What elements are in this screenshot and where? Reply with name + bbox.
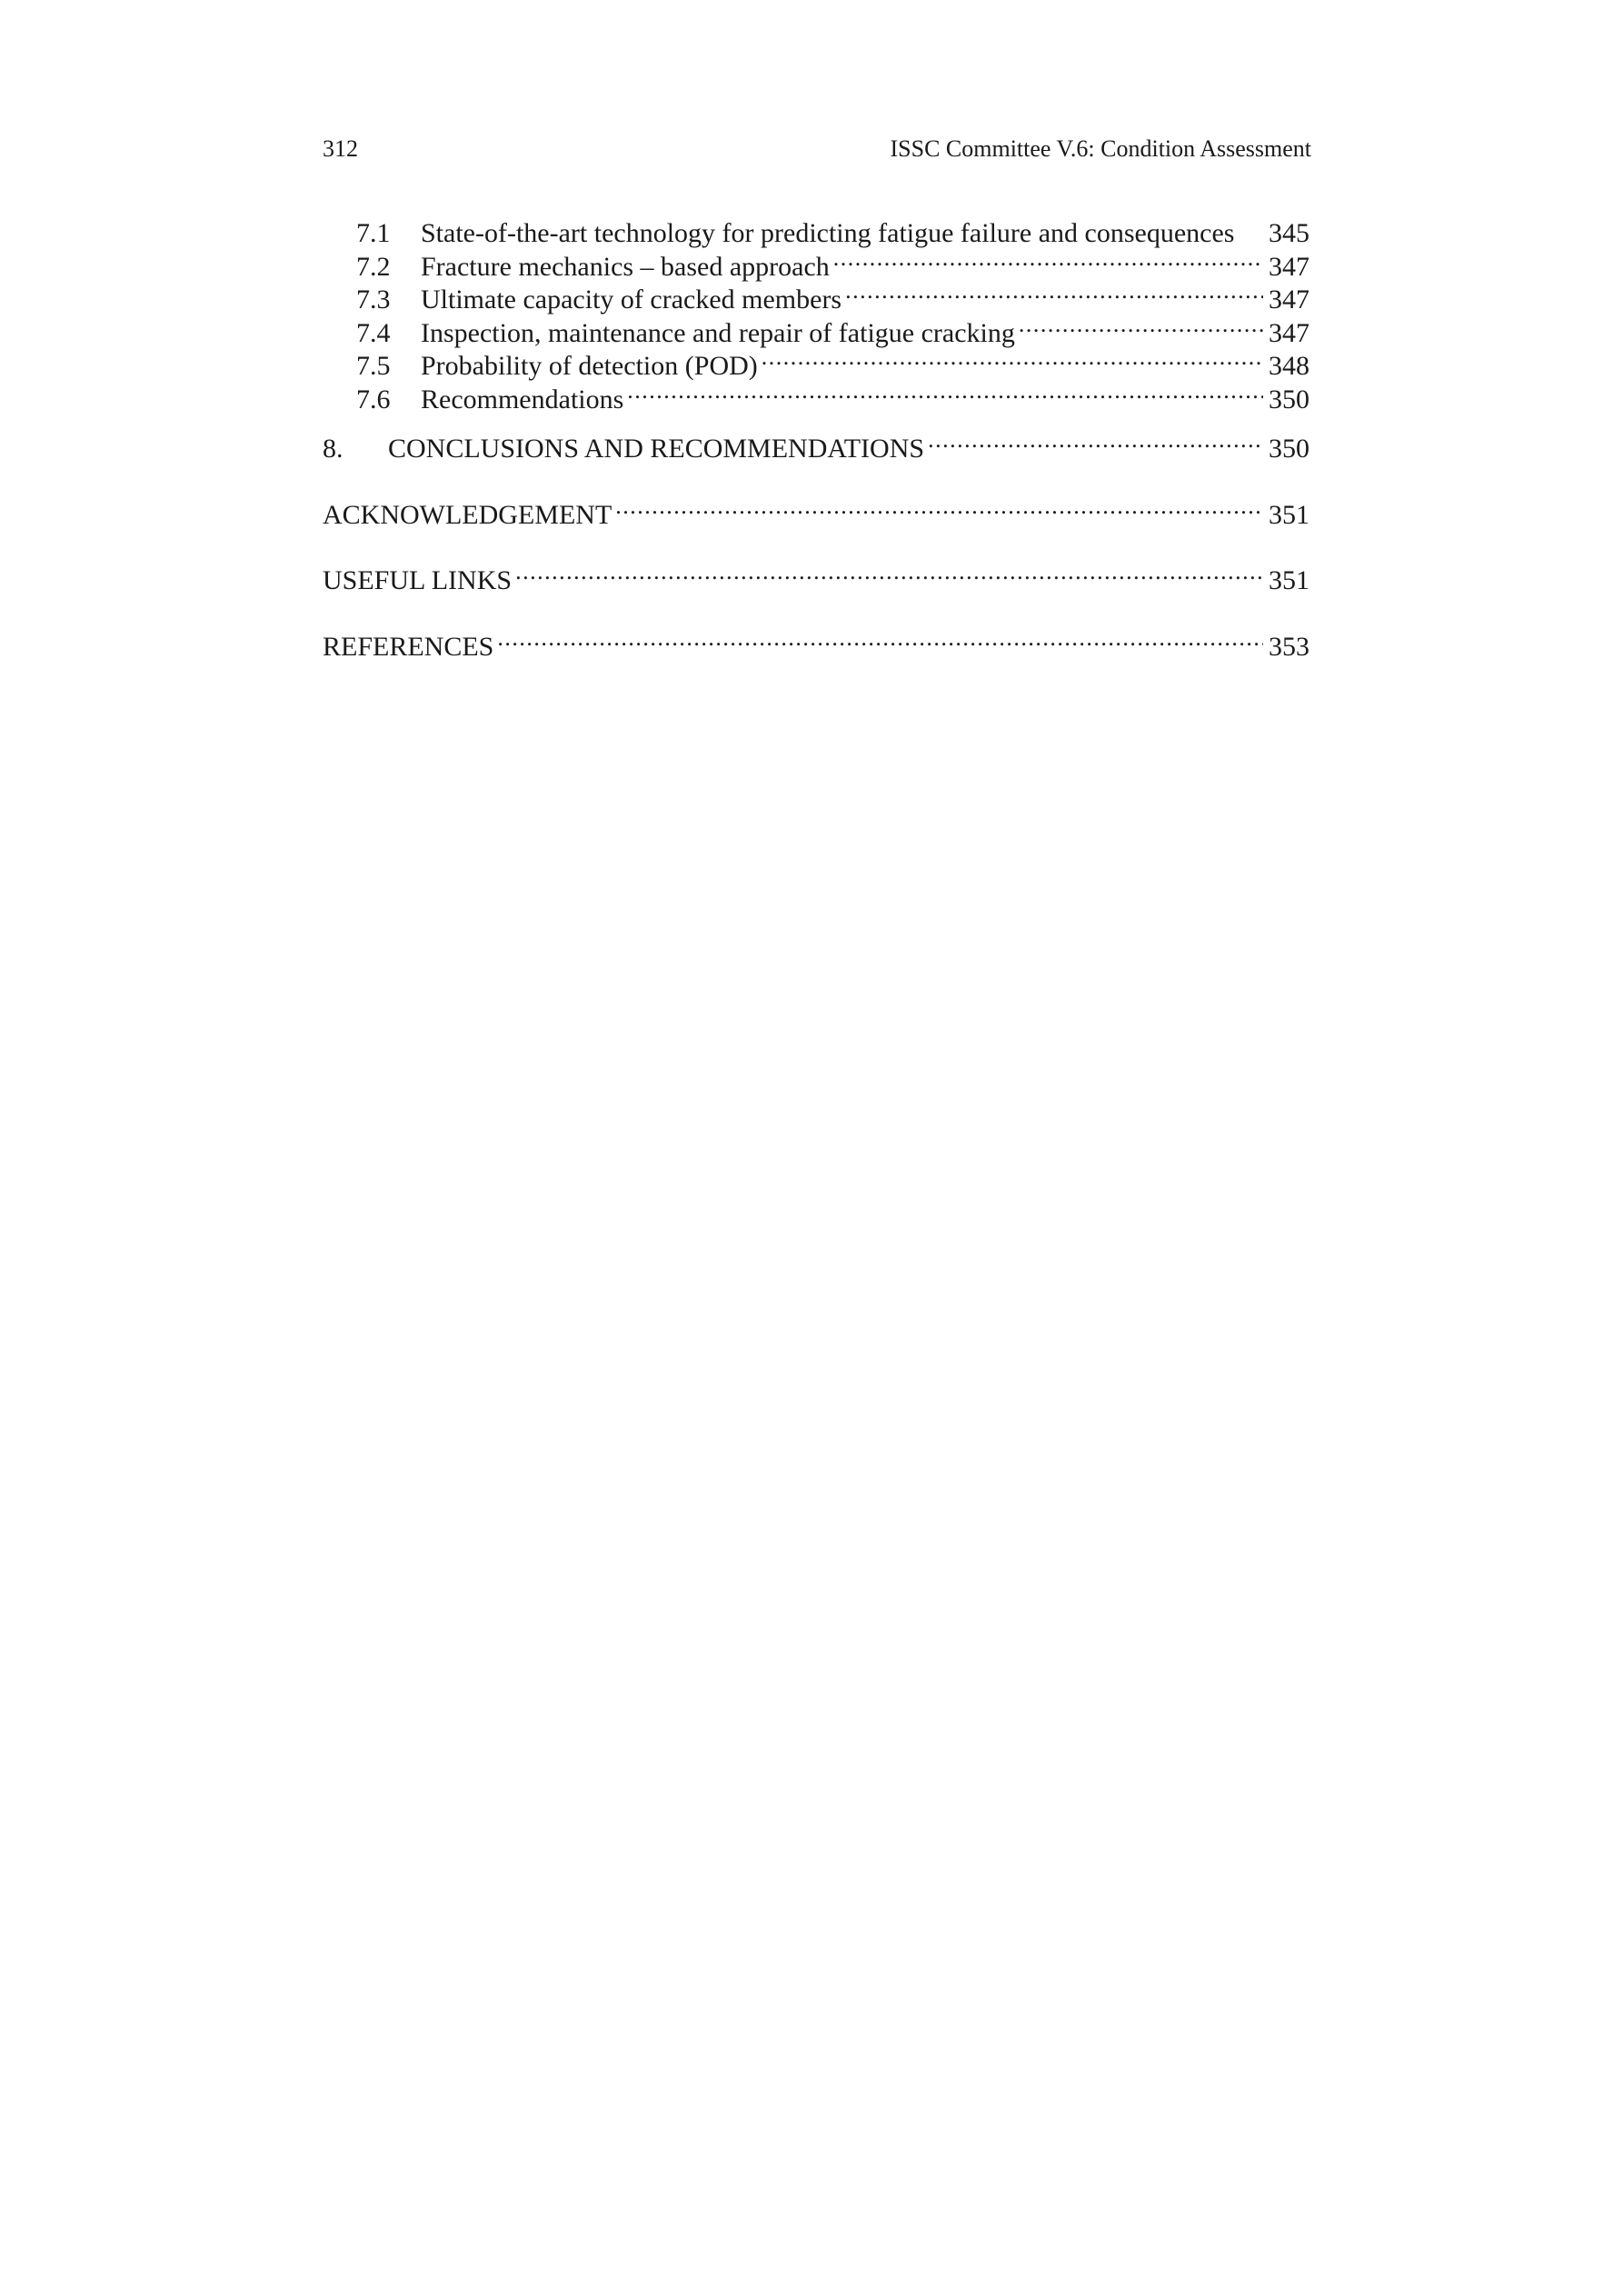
toc-entry-number: 7.3 xyxy=(356,285,391,314)
toc-entry-number: 7.1 xyxy=(356,218,391,248)
toc-entry-number: 7.5 xyxy=(356,351,391,381)
table-of-contents xyxy=(323,209,1309,662)
toc-entry-page: 347 xyxy=(1269,317,1309,348)
toc-entry-title: REFERENCES xyxy=(323,631,494,662)
toc-entry-number: 7.6 xyxy=(356,384,391,414)
toc-entry-page: 347 xyxy=(1269,251,1309,282)
toc-entry-7-6[interactable] xyxy=(323,375,1309,414)
toc-entry-title: Fracture mechanics – based approach xyxy=(421,251,830,282)
toc-entry-number: 7.4 xyxy=(356,317,391,348)
dot-leader xyxy=(928,424,1263,457)
toc-entry-7-1[interactable] xyxy=(323,209,1309,248)
toc-entry-title: CONCLUSIONS AND RECOMMENDATIONS xyxy=(388,434,925,464)
dot-leader xyxy=(845,275,1263,308)
toc-entry-7-5[interactable] xyxy=(323,342,1309,381)
toc-entry-title: ACKNOWLEDGEMENT xyxy=(323,499,612,530)
dot-leader xyxy=(627,375,1263,408)
toc-entry-references[interactable] xyxy=(323,623,1309,662)
toc-entry-useful-links[interactable] xyxy=(323,556,1309,595)
toc-entry-title: Ultimate capacity of cracked members xyxy=(421,285,842,314)
toc-entry-page: 345 xyxy=(1269,218,1309,248)
dot-leader xyxy=(515,556,1263,589)
toc-entry-number: 7.2 xyxy=(356,251,391,282)
toc-entry-7-4[interactable] xyxy=(323,309,1309,348)
page-number: 312 xyxy=(323,135,358,162)
toc-entry-title: USEFUL LINKS xyxy=(323,565,513,595)
toc-entry-page: 348 xyxy=(1269,351,1309,381)
toc-entry-number: 8. xyxy=(323,434,344,464)
toc-entry-page: 347 xyxy=(1269,285,1309,314)
toc-entry-7-2[interactable] xyxy=(323,243,1309,282)
dot-leader xyxy=(762,342,1263,374)
dot-leader xyxy=(615,491,1263,524)
page-header xyxy=(323,131,1311,167)
toc-entry-title: Probability of detection (POD) xyxy=(421,351,758,381)
toc-entry-7-3[interactable] xyxy=(323,275,1309,314)
dot-leader xyxy=(833,243,1263,275)
running-title: ISSC Committee V.6: Condition Assessment xyxy=(890,135,1311,162)
toc-entry-page: 350 xyxy=(1269,384,1309,414)
toc-entry-acknowledgement[interactable] xyxy=(323,491,1309,530)
toc-entry-page: 351 xyxy=(1269,565,1309,595)
dot-leader xyxy=(497,623,1263,655)
dot-leader xyxy=(1238,209,1263,242)
toc-entry-title: Recommendations xyxy=(421,384,624,414)
dot-leader xyxy=(1019,309,1263,342)
toc-entry-page: 353 xyxy=(1269,631,1309,662)
toc-entry-title: State-of-the-art technology for predicting fatigue failure and consequences xyxy=(421,218,1235,248)
toc-entry-title: Inspection, maintenance and repair of fatigue cracking xyxy=(421,317,1015,348)
toc-entry-8[interactable] xyxy=(323,424,1309,464)
toc-entry-page: 350 xyxy=(1269,434,1309,464)
toc-entry-page: 351 xyxy=(1269,499,1309,530)
